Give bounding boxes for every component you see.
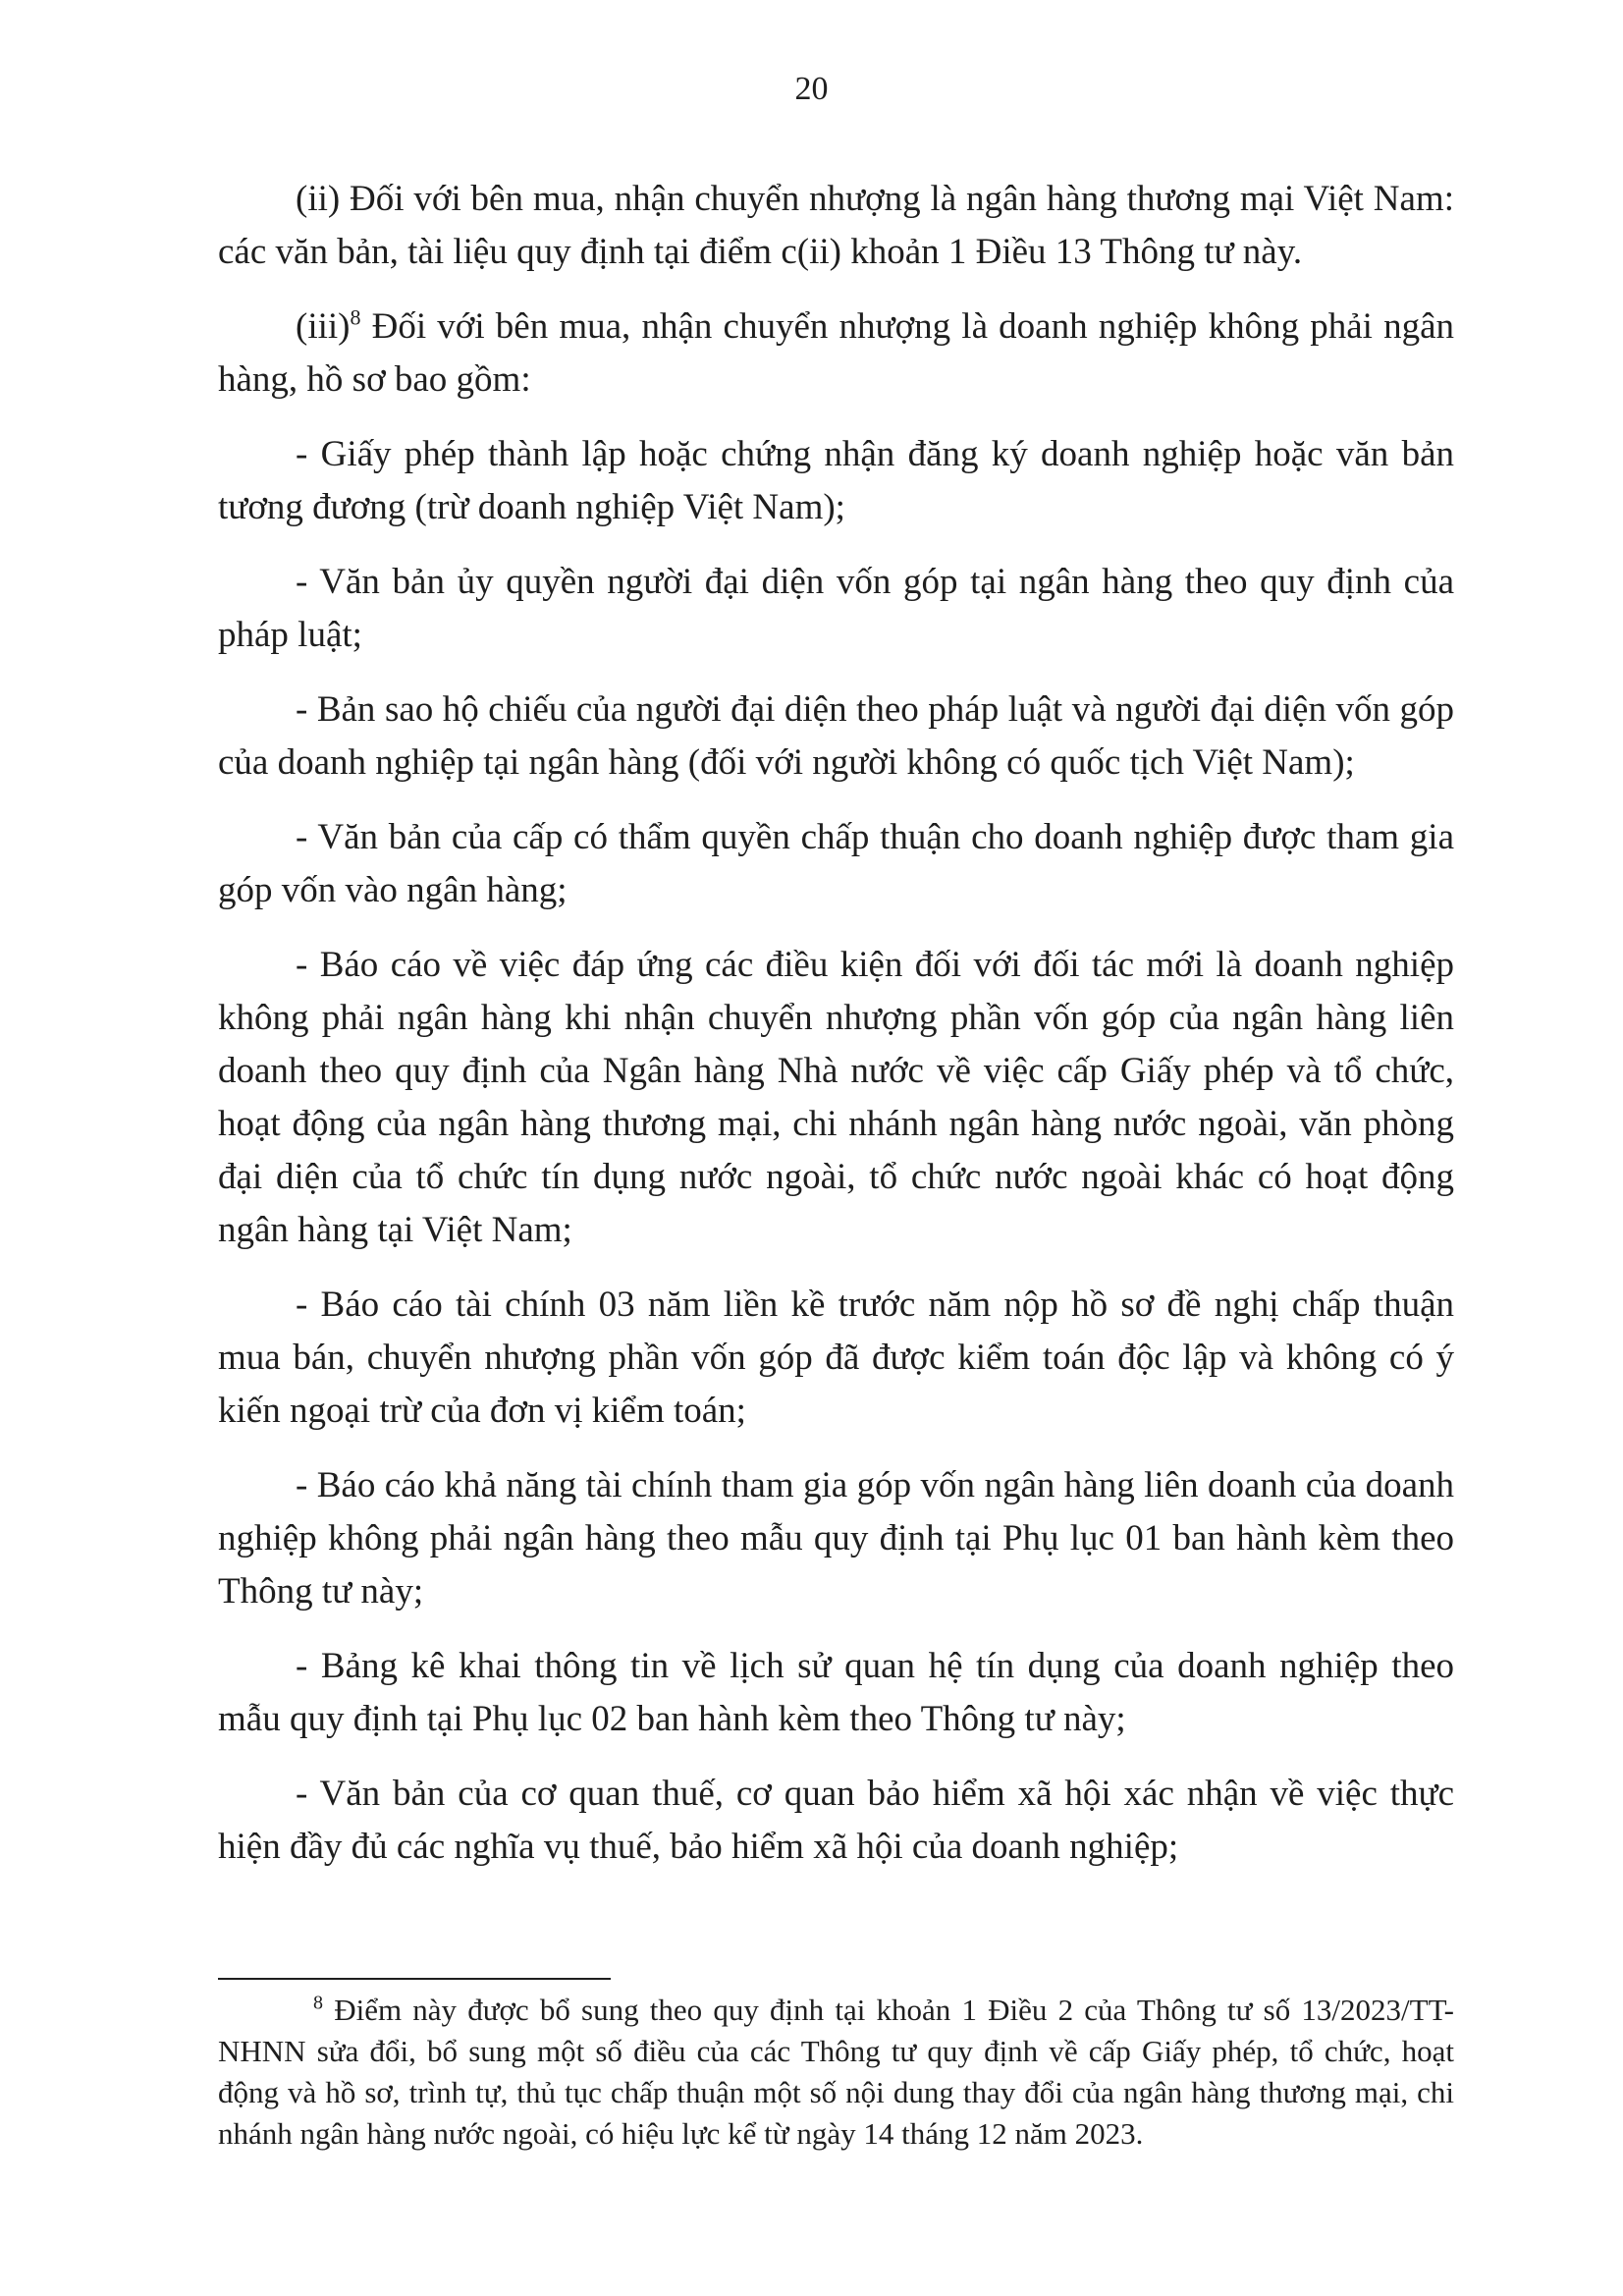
list-item-financial-capacity-report: [218, 1459, 1454, 1618]
paragraph-text: Đối với bên mua, nhận chuyển nhượng là doanh nghiệp không phải ngân hàng, hồ sơ bao gồm:: [218, 306, 1454, 400]
list-item-text: - Giấy phép thành lập hoặc chứng nhận đăng ký doanh nghiệp hoặc văn bản tương đương (trừ doanh nghiệp Việt Nam);: [218, 434, 1454, 527]
list-item-credit-history: [218, 1640, 1454, 1746]
list-item-text: - Báo cáo về việc đáp ứng các điều kiện đối với đối tác mới là doanh nghiệp không phải ngân hàng khi nhận chuyển nhượng phần vốn góp của ngân hàng liên doanh theo quy định của Ngân hàng Nhà nước về việc cấp Giấy phép và tổ chức, hoạt động của ngân hàng thương mại, chi nhánh ngân hàng nước ngoài, văn phòng đại diện của tổ chức tín dụng nước ngoài, tổ chức nước ngoài khác có hoạt động ngân hàng tại Việt Nam;: [218, 945, 1454, 1250]
page-number: 20: [794, 71, 829, 107]
list-item-financial-statements: [218, 1279, 1454, 1438]
footnote: [218, 1990, 1454, 2155]
paragraph-iii: [218, 301, 1454, 407]
list-item-approval-document: [218, 811, 1454, 917]
list-item-conditions-report: [218, 939, 1454, 1257]
footnote-reference[interactable]: 8: [350, 304, 361, 330]
list-item-text: - Văn bản của cơ quan thuế, cơ quan bảo hiểm xã hội xác nhận về việc thực hiện đầy đủ các nghĩa vụ thuế, bảo hiểm xã hội của doanh nghiệp;: [218, 1774, 1454, 1867]
list-item-text: - Bảng kê khai thông tin về lịch sử quan hệ tín dụng của doanh nghiệp theo mẫu quy định tại Phụ lục 02 ban hành kèm theo Thông tư này;: [218, 1646, 1454, 1739]
list-item-text: - Báo cáo tài chính 03 năm liền kề trước năm nộp hồ sơ đề nghị chấp thuận mua bán, chuyển nhượng phần vốn góp đã được kiểm toán độc lập và không có ý kiến ngoại trừ của đơn vị kiểm toán;: [218, 1285, 1454, 1431]
list-item-text: - Văn bản ủy quyền người đại diện vốn góp tại ngân hàng theo quy định của pháp luật;: [218, 562, 1454, 655]
paragraph-text: (ii) Đối với bên mua, nhận chuyển nhượng là ngân hàng thương mại Việt Nam: các văn bản, tài liệu quy định tại điểm c(ii) khoản 1 Điều 13 Thông tư này.: [218, 179, 1454, 272]
list-item-passport-copy: [218, 683, 1454, 790]
paragraph-prefix: (iii): [296, 306, 351, 347]
list-item-business-license: [218, 428, 1454, 534]
document-body: [218, 173, 1454, 1895]
list-item-tax-insurance-confirmation: [218, 1768, 1454, 1874]
paragraph-ii: [218, 173, 1454, 279]
footnote-text: Điểm này được bổ sung theo quy định tại khoản 1 Điều 2 của Thông tư số 13/2023/TT-NHNN sửa đổi, bổ sung một số điều của các Thông tư quy định về cấp Giấy phép, tổ chức, hoạt động và hồ sơ, trình tự, thủ tục chấp thuận một số nội dung thay đổi của ngân hàng thương mại, chi nhánh ngân hàng nước ngoài, có hiệu lực kể từ ngày 14 tháng 12 năm 2023.: [218, 1993, 1454, 2151]
footnote-number: 8: [313, 1992, 323, 2014]
list-item-text: - Văn bản của cấp có thẩm quyền chấp thuận cho doanh nghiệp được tham gia góp vốn vào ngân hàng;: [218, 817, 1454, 910]
list-item-authorization: [218, 556, 1454, 662]
list-item-text: - Báo cáo khả năng tài chính tham gia góp vốn ngân hàng liên doanh của doanh nghiệp không phải ngân hàng theo mẫu quy định tại Phụ lục 01 ban hành kèm theo Thông tư này;: [218, 1465, 1454, 1612]
list-item-text: - Bản sao hộ chiếu của người đại diện theo pháp luật và người đại diện vốn góp của doanh nghiệp tại ngân hàng (đối với người không có quốc tịch Việt Nam);: [218, 689, 1454, 783]
footnote-separator: [218, 1978, 611, 1980]
